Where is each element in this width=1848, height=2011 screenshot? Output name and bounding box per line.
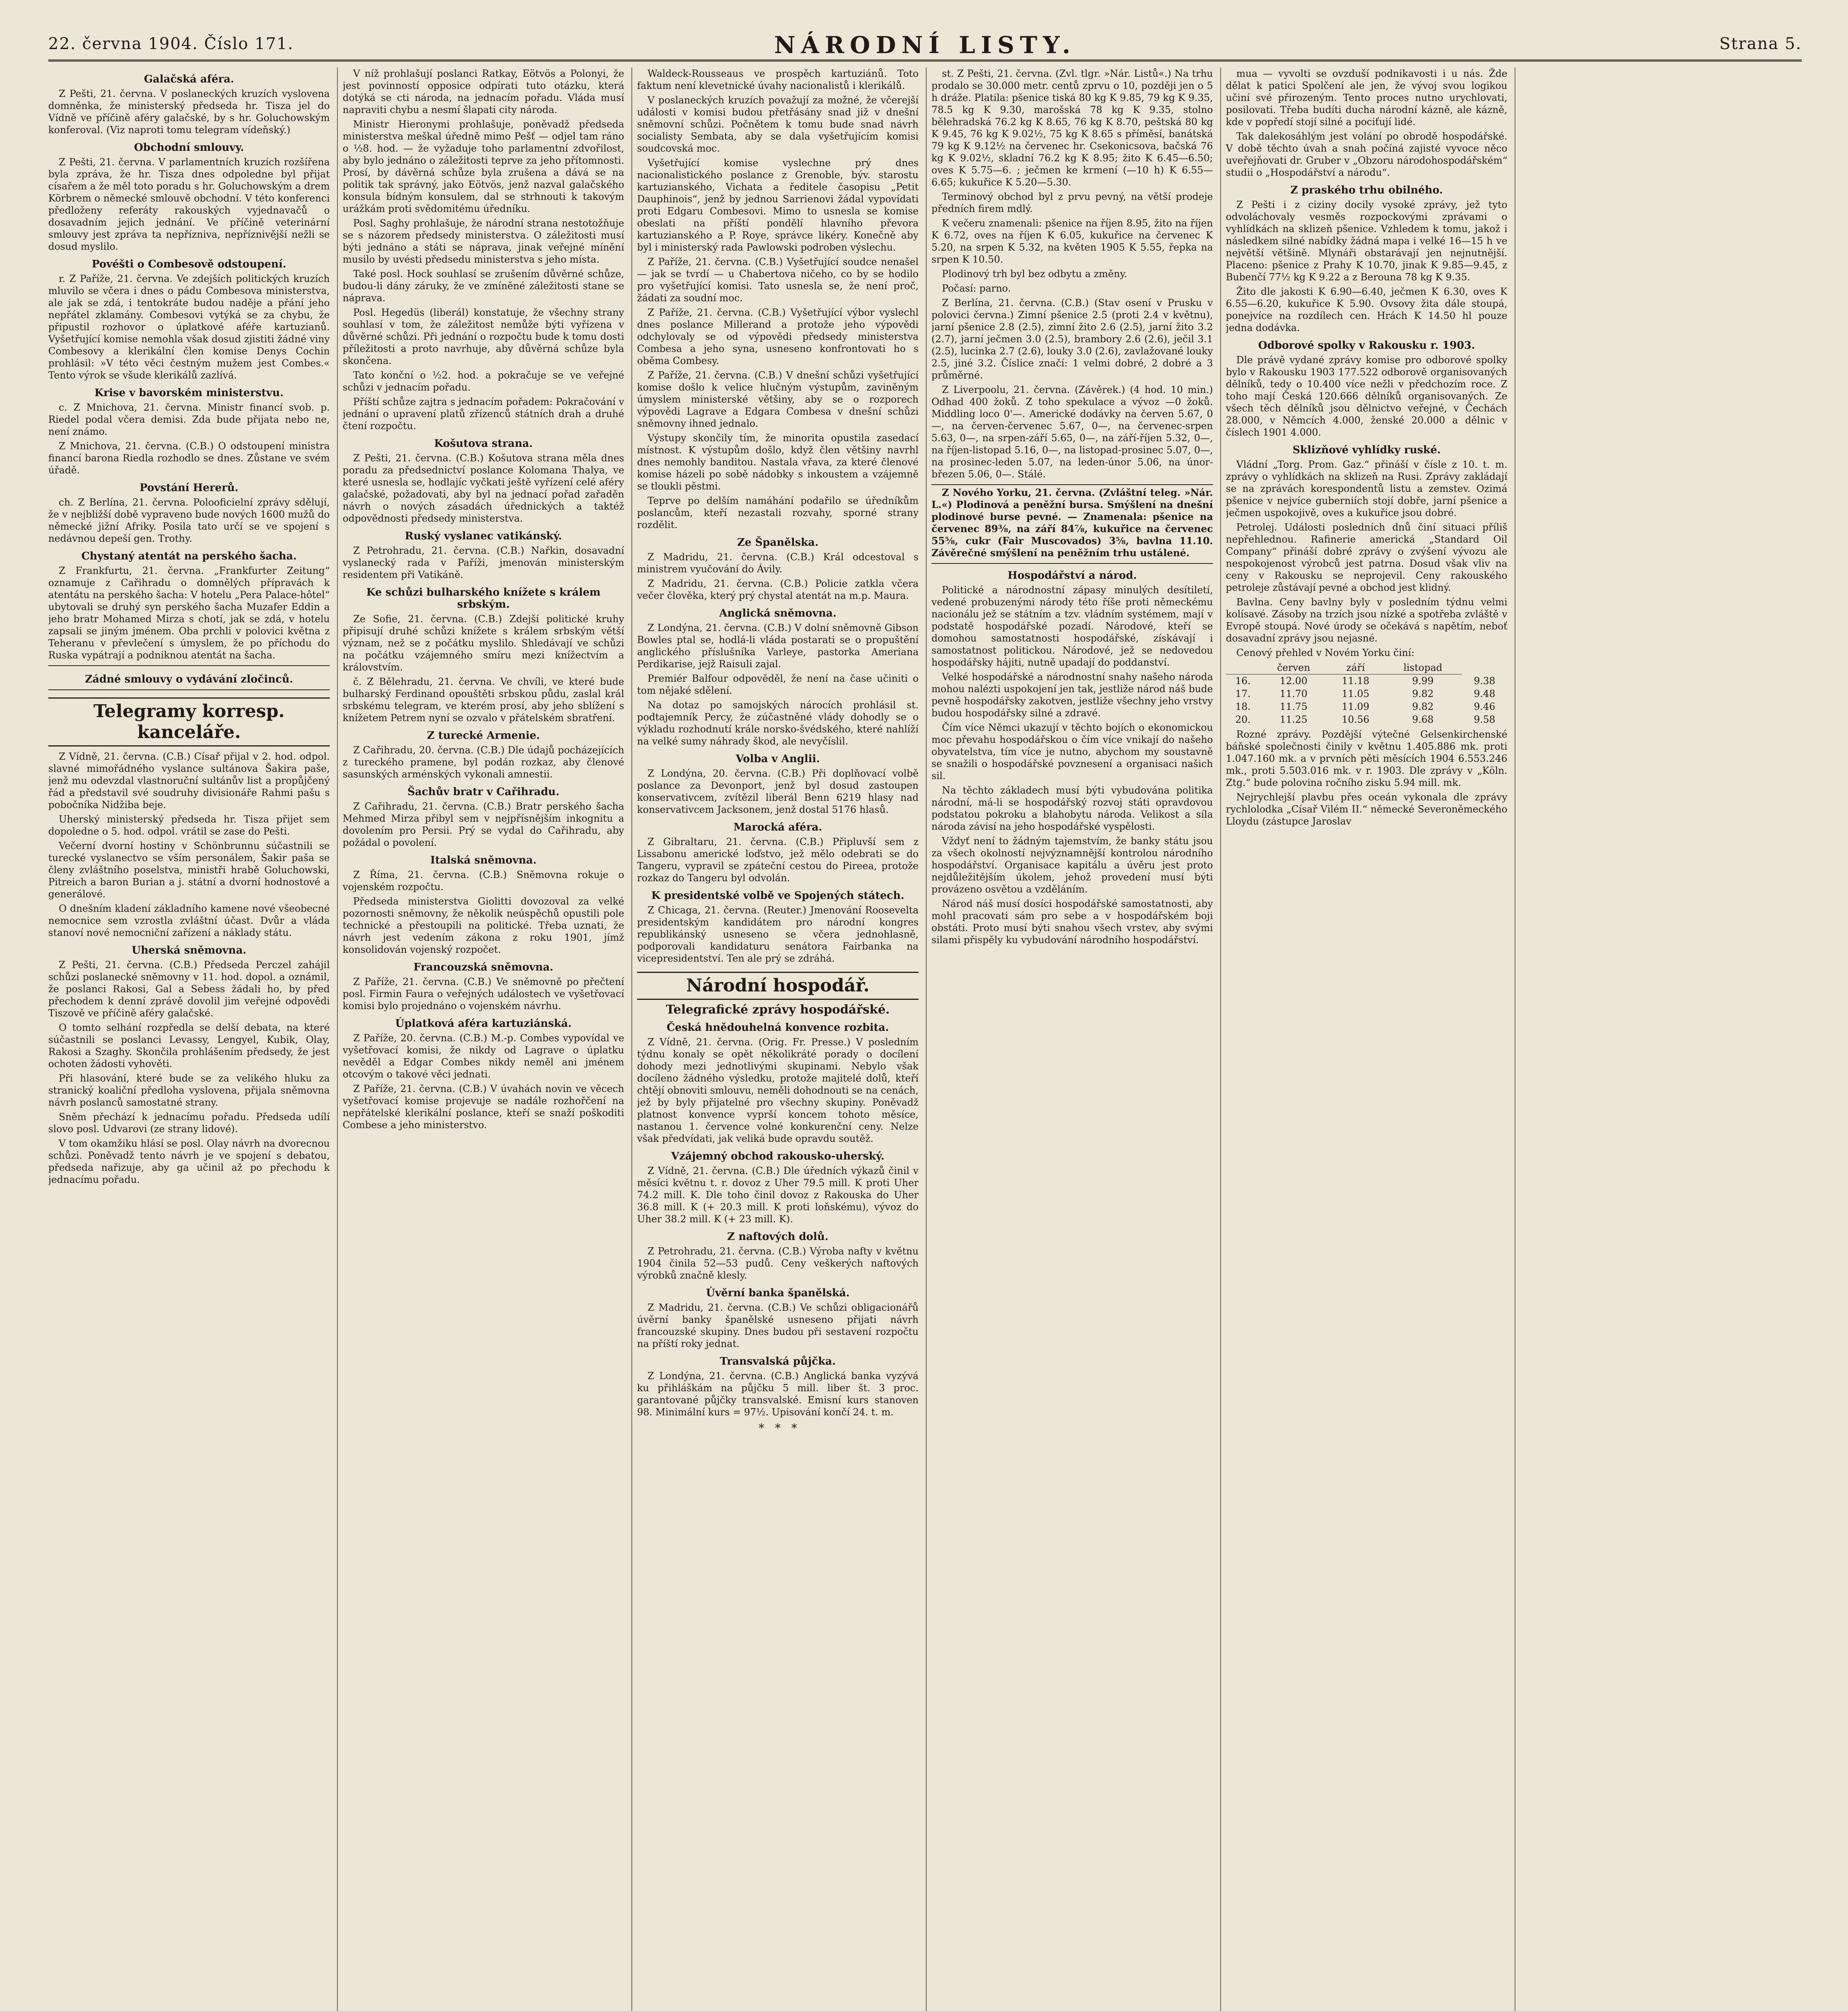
price-table-cell: 11.18 <box>1342 675 1369 687</box>
article-heading: Košutova strana. <box>434 438 533 450</box>
article-paragraph: c. Z Mnichova, 21. června. Ministr financí svob. p. Riedel podal včera demisi. Zda bude přijata nebo ne, není známo. <box>48 402 330 437</box>
article-paragraph: Z Berlína, 21. června. (C.B.) (Stav osení v Prusku v polovici června.) Zimní pšenice 2.5 (proti 2.4 v květnu), jarní pšenice 2.8 (2.5), zimní žito 2.6 (2.5), jarní žito 3.2 (2.7), jarní ječmen 3.0 (2.5), brambory 2.6 (2.6), ječil 3.1 (2.5), lucinka 2.7 (2.6), louky 3.0 (2.6), zavlažované louky 2.5, jiné 3.2. Číslice značí: 1 velmi dobré, 2 dobré a 3 průměrné. <box>931 297 1213 381</box>
article-paragraph: Z Londýna, 21. června. (C.B.) Anglická banka vyzývá ku přihláškám na půjčku 5 mill. liber št. 3 proc. garantované půjčky transvalské. Emisní kurs stanoven 98. Minimální kurs = 97½. Upisování končí 24. t. m. <box>637 1370 919 1418</box>
article-paragraph: Z Paříže, 21. června. (C.B.) Vyšetřující soudce nenašel — jak se tvrdí — u Chabertova ničeho, co by se hodilo pro vyšetřující komisi. Tato usnesla se, že není proč, žádati za soudní moc. <box>637 256 919 304</box>
price-table-cell: 11.25 <box>1280 714 1307 725</box>
price-table-cell: 17. <box>1235 688 1251 699</box>
article-paragraph: Z Petrohradu, 21. června. (C.B.) Výroba nafty v květnu 1904 činila 52—53 pudů. Ceny veškerých naftových výrobků značně klesly. <box>637 1246 919 1281</box>
article-heading: Uherská sněmovna. <box>132 944 247 956</box>
article-paragraph: Z Londýna, 21. června. (C.B.) V dolní sněmovně Gibson Bowles ptal se, hodlá-li vláda postarati se o propuštění anglického příslušníka Varleye, pastorka Ameriana Perdikarise, jejž Raisuli zajal. <box>637 622 919 670</box>
article-paragraph: ch. Z Berlína, 21. června. Polooficielní zprávy sdělují, že v nejbližší době vypraveno bude nových 1600 mužů do německé jižní Afriky. Posila tato určí se ve spojení s nedávnou depeší gen. Trothy. <box>48 497 330 544</box>
issue-date: 22. června 1904. Číslo 171. <box>48 35 294 53</box>
article-paragraph: O tomto selhání rozpředla se delší debata, na které súčastnili se poslanci Levassy, Lengyel, Kubik, Olay, Rakosi a Szaghy. Skončila prohlášením předsedy, že jest ochoten žádosti vyhověti. <box>48 1022 330 1069</box>
article-paragraph: r. Z Paříže, 21. června. Ve zdejších politických kruzích mluvilo se včera i dnes o pádu Combesova ministerstva, ale jak se zdá, i tentokráte budou naděje a přání jeho nepřátel zklamány. Combesovi vytýká se za chybu, že připustil rozhovor o úplatkové aféře kartuzianů. Vyšetřující komise nemohla však dosud zjistiti žádné viny Combesovy a klerikální člen komise Denys Cochin prohlásil: »V této věci čestným mužem jest Combes.« Tento výrok se všude klerikálů zazlívá. <box>48 273 330 381</box>
article-heading: Z turecké Armenie. <box>427 730 540 742</box>
article-heading: Z praského trhu obilného. <box>1290 184 1443 196</box>
article-paragraph: Z Pešti i z ciziny docily vysoké zprávy, jež tyto odvoláchovaly vesměs rozpockovými zprávami o vyhlídkách na sklizeň pšenice. Vzhledem k tomu, jakož i následkem silné nabídky žádná mapa i velké 16—15 h ve největší většině. Mlynáři obstarávají jen nejnutnější. Placeno: pšenice z Prahy K 10.70, jinak K 9.85—9.45, z Bubenčí 77½ kg K 9.22 a z Berouna 78 kg K 9.35. <box>1226 199 1507 283</box>
article-paragraph: Politické a národnostní zápasy minulých desítiletí, vedené probuzenými národy této říše proti německému nacionálu jež se státním a tzv. vládním systémem, mají v podstatě hospodářské pozadí. Národové, kteří se domohou samostatnosti hospodářské, získávají i samostatnost politickou. Národové, jež se nedovedou hospodářsky hájiti, nutně upadají do poddanství. <box>931 584 1213 668</box>
column-2 <box>343 68 624 2011</box>
article-paragraph: V níž prohlašují poslanci Ratkay, Eötvös a Polonyi, že jest povinností opposice odpírati tuto otázku, která dotýká se cti národa, na jednacím pořadu. Vláda musí napraviti chybu a nesmí šlapati city národa. <box>343 68 624 115</box>
column-1 <box>48 68 330 2011</box>
article-paragraph: Premiér Balfour odpověděl, že není na čase učiniti o tom nějaké sdělení. <box>637 673 919 696</box>
price-table-header <box>1226 661 1507 674</box>
price-table-cell: 9.38 <box>1474 675 1496 687</box>
article-heading: Úplatková aféra kartuziánská. <box>395 1018 572 1030</box>
columns <box>48 68 1802 2011</box>
column-rule <box>926 68 927 2011</box>
article-heading: Ruský vyslanec vatikánský. <box>405 530 562 542</box>
article-paragraph: Vládní „Torg. Prom. Gaz.“ přináší v čísle z 10. t. m. zprávy o vyhlídkách na sklizeň na Rusi. Zprávy zakládají se na zprávách korespondentů listu a zemstev. Ozimá pšenice v nejvíce guberniích stojí dobře, jarní pšenice a ječmen uspokojivě, oves a kukuřice jsou dobré. <box>1226 459 1507 518</box>
article-paragraph: Velké hospodářské a národnostní snahy našeho národa mohou nalézti uspokojení jen tak, jestliže národ náš bude pevně hospodářsky zakotven, jestliže všechny jeho vrstvy budou hospodářsky silné a zdravé. <box>931 671 1213 719</box>
page-number: Strana 5. <box>1719 35 1802 53</box>
price-header-cell: červen <box>1260 661 1327 674</box>
article-heading: Povstání Hererů. <box>140 482 238 494</box>
masthead <box>48 31 1802 62</box>
article-paragraph: Také posl. Hock souhlasí se zrušením důvěrné schůze, budou-li dány záruky, že ve zmíněné záležitosti stane se náprava. <box>343 268 624 304</box>
article-paragraph: Z Paříže, 21. června. (C.B.) Ve sněmovně po přečtení posl. Firmin Faura o veřejných událostech ve vyšetřovací komisi bylo projednáno o vojenském návrhu. <box>343 976 624 1012</box>
article-paragraph: Při hlasování, které bude se za velikého hluku za stranický koaliční předloha vyslovena, přijala sněmovna návrh poslanců samostatné strany. <box>48 1073 330 1108</box>
article-paragraph: Plodinový trh byl bez odbytu a změny. <box>942 268 1127 280</box>
article-paragraph: Z Frankfurtu, 21. června. „Frankfurter Zeitung“ oznamuje z Cařihradu o domnělých přípravách k atentátu na perského šacha: V hotelu „Pera Palace-hôtel“ ubytovali se druhý syn perského šacha Muzafer Eddin a jeho bratr Mohamed Mirza s chotí, jak se zdá, v hotelu zapsali se jiným jménem. Oba prchli v polovici května z Teheranu v převlečení s úmyslem, že po příchodu do Ruska vypátrají a podniknou atentát na šacha. <box>48 565 330 661</box>
article-heading: Šachův bratr v Cařihradu. <box>407 786 559 798</box>
article-paragraph: Z Pešti, 21. června. V poslaneckých kruzích vyslovena domněnka, že ministerský předseda hr. Tisza jel do Vídně ve příčině aféry galačské, by s hr. Goluchowským konferoval. (Viz naproti tomu telegram vídeňský.) <box>48 88 330 136</box>
article-paragraph: Z Londýna, 20. června. (C.B.) Při doplňovací volbě poslance za Devonport, jenž byl dosud zastoupen konservativcem, zvítězil liberál Benn 6219 hlasy nad konservativcem Jacksonem, jenž dostal 5176 hlasů. <box>637 768 919 815</box>
section-title-telegrams: Telegramy korresp. kanceláře. <box>48 697 330 746</box>
article-paragraph: Z Madridu, 21. června. (C.B.) Policie zatkla včera večer člověka, který prý chystal atentát na m.p. Maura. <box>637 578 919 601</box>
article-paragraph: Teprve po delším namáhání podařilo se úředníkům poslancům, kteří nezastali rozvahy, sporné strany rozdělit. <box>637 495 919 531</box>
article-heading: Povéšti o Combesově odstoupení. <box>92 258 286 270</box>
article-paragraph: Waldeck-Rousseaus ve prospěch kartuziánů. Toto faktum není klevetnické úvahy nacionalistů i klerikálů. <box>637 68 919 91</box>
article-paragraph: Ministr Hieronymi prohlašuje, poněvadž předseda ministerstva meškal úředně mimo Pešť — odjel tam ráno o ½8. hod. — že vyžaduje toho parlamentní zdvořilost, aby bylo jednáno o záležitosti teprve za jeho přítomnosti. Prosí, by dávěrná schůze byla zrušena a dává se na politik tak správný, jako Eötvös, jenž nazval galačského konsula bídným konsulem, dal se strhnouti k takovým urážkám proti svědomitému úředníku. <box>343 119 624 214</box>
price-table-cell: 9.82 <box>1412 688 1434 699</box>
article-paragraph: Z Pešti, 21. června. (C.B.) Předseda Perczel zahájil schůzi poslanecké sněmovny v 11. hod. dopol. a oznámil, že poslanci Rakosi, Gal a Sebess žádali ho, by před přechodem k denní zprávě dovolil jim veřejné odpovědi Tiszově ve příčině aféry galačské. <box>48 959 330 1019</box>
boxed-note <box>48 665 330 690</box>
column-rule <box>631 68 632 2011</box>
price-table-body <box>1226 674 1507 726</box>
article-heading: Odborové spolky v Rakousku r. 1903. <box>1258 339 1475 352</box>
article-paragraph: Výstupy skončily tím, že minorita opustila zasedací místnost. K výstupům došlo, když člen většiny navrhl dnes nemohly banditou. Nastala vřava, za které členové komise házeli po sobě nádobky s inkoustem a vzájemně se tloukli pěstmi. <box>637 432 919 492</box>
article-paragraph: Dle právě vydané zprávy komise pro odborové spolky bylo v Rakousku 1903 177.522 odborově organisovaných dělníků, tedy o 10.400 více nežli v předchozím roce. Z toho mají Česká 120.666 dělníků organisovaných. Ze všech těch dělníků jsou dělnictvo veřejné, v Čechách 28.000, v Němcích 4.000, ženské 20.000 a dělnic v číslech 1901 4.000. <box>1226 354 1507 438</box>
price-table-row <box>1226 674 1507 688</box>
article-paragraph: Z Vídně, 21. června. (Orig. Fr. Presse.) V posledním týdnu konaly se opět několikráté porady o docílení dohody mezi jednotlivými skupinami. Nebylo však docíleno žádného výsledku, protože majitelé dolů, kteří chtějí obnoviti smlouvu, neměli dohodnouti se na cenách, jež by byly přijatelné pro všechny skupiny. Poněvadž platnost konvence vyprší koncem tohoto měsíce, nastanou 1. července volné konkurenční ceny. Nelze však předvídati, jak veliká bude opravdu soutěž. <box>637 1036 919 1144</box>
article-paragraph: Z Paříže, 21. června. (C.B.) V dnešní schůzi vyšetřující komise došlo k velice hlučným výstupům, zaviněným úmyslem ministerské většiny, aby se o rozporech výpovědi Lagrave a Edgara Combesa v dnešní schůzi sněmovny ihned jednalo. <box>637 370 919 429</box>
article-paragraph: st. Z Pešti, 21. června. (Zvl. tlgr. »Nár. Listů«.) Na trhu prodalo se 30.000 metr. centů zprvu o 10, později jen o 5 h dráže. Platila: pšenice tiská 80 kg K 9.85, 79 kg K 9.35, 78.5 kg K 9.30, marošská 78 kg K 9.35, stolno bělehradská 76.2 kg K 8.65, 76 kg K 8.70, peštská 80 kg K 9.45, 76 kg K 9.02½, 75 kg K 8.65 s příměsí, banátská 79 kg K 9.12½ na červenec hr. Csekonicsova, bačská 76 kg K 9.02½, skladní 76.2 kg K 8.95; žito K 6.45—6.50; oves K 5.75—6. ; ječmen ke krmení (—10 h) K 6.55—6.65; kukuřice K 5.20—5.30. <box>931 68 1213 188</box>
article-heading: Obchodní smlouvy. <box>134 142 244 154</box>
article-paragraph: Z Vídně, 21. června. (C.B.) Dle úředních výkazů činil v měsíci květnu t. r. dovoz z Uher 79.5 mill. K proti Uher 74.2 mill. K. Dle toho činil dovoz z Rakouska do Uher 36.8 mill. K (+ 20.3 mill. K proti loňskému), vývoz do Uher 38.2 mill. K (+ 23 mill. K). <box>637 1165 919 1225</box>
article-heading: Transvalská půjčka. <box>719 1355 836 1367</box>
price-table-cell: 16. <box>1235 675 1251 687</box>
price-table <box>1226 661 1507 726</box>
article-heading: Marocká aféra. <box>733 821 822 833</box>
price-header-cell <box>1226 661 1260 674</box>
article-paragraph: Z Pešti, 21. června. V parlamentních kruzích rozšířena byla zpráva, že hr. Tisza dnes odpoledne byl přijat císařem a že měl toto poradu s hr. Goluchowským a drem Körbrem o německé smlouvě obchodní. V této konferenci předloženy referáty rakouských vyjednavačů o dosavadním jejich jednání. Ve příčině veterinární smlouvy jest zpráva ta nepřízniva, nepříznivější nežli se dosud myslilo. <box>48 156 330 252</box>
column-5 <box>1226 68 1507 2011</box>
article-paragraph: Z Paříže, 20. června. (C.B.) M.-p. Combes vypovídal ve vyšetřovací komisi, že nikdy od Lagrave o úplatku nevěděl a Edgar Combes nikdy neměl ani jménem otcovým o takové věci jednati. <box>343 1032 624 1080</box>
price-table-cell: 9.68 <box>1412 714 1434 725</box>
article-heading: Francouzská sněmovna. <box>413 961 553 973</box>
article-heading: Ke schůzi bulharského knížete s králem srbským. <box>366 586 601 611</box>
price-table-cell: 18. <box>1235 701 1251 712</box>
article-paragraph: Z Madridu, 21. června. (C.B.) Král odcestoval s ministrem vyučování do Ávily. <box>637 551 919 575</box>
article-heading: Úvěrní banka španělská. <box>706 1287 850 1299</box>
article-paragraph: Národ náš musí dosíci hospodářské samostatnosti, aby mohl pracovati sám pro sebe a v hospodářském boji obstáti. Proto musí býti snahou všech vrstev, aby svými silami přispěly ku vybudování národního hospodářství. <box>931 898 1213 946</box>
article-heading: Galačská aféra. <box>144 73 234 85</box>
article-heading: Anglická sněmovna. <box>719 607 837 619</box>
boxed-note-text: Zádné smlouvy o vydávání zločinců. <box>85 673 293 685</box>
article-paragraph: Z Liverpoolu, 21. června. (Závěrek.) (4 hod. 10 min.) Odhad 400 žoků. Z toho spekulace a vývoz —0 žoků. Middling loco 0'—. Americké dodávky na červen 5.67, 0—, na červen-červenec 5.67, 0—, na červenec-srpen 5.63, 0—, na srpen-září 5.65, 0—, na září-říjen 5.32, 0—, na říjen-listopad 5.16, 0—, na listopad-prosinec 5.07, 0—, na prosinec-leden 5.07, na leden-únor 5.06, na únor-březen 5.06, 0—. Stálé. <box>931 384 1213 480</box>
price-table-cell: 20. <box>1235 714 1251 725</box>
article-paragraph: Z Mnichova, 21. června. (C.B.) O odstoupení ministra financí barona Riedla rozhodlo se dnes. Zůstane ve svém úřadě. <box>48 440 330 476</box>
article-paragraph: Posl. Hegedüs (liberál) konstatuje, že všechny strany souhlasí v tom, že záležitost nemůže býti vyřízena v důvěrné schůzi. Při jednání o rozpočtu bude k tomu dosti příležitosti a proto navrhuje, aby důvěrná schůze byla skončena. <box>343 307 624 366</box>
price-table-cell: 11.05 <box>1342 688 1369 699</box>
article-paragraph: Sněm přechází k jednacímu pořadu. Předseda udílí slovo posl. Udvarovi (ze strany lidové). <box>48 1111 330 1135</box>
price-table-row <box>1226 713 1507 726</box>
article-heading: Volba v Anglii. <box>736 753 820 765</box>
article-paragraph: O dnešním kladení základního kamene nové všeobecné nemocnice sem vzrostla zvláštní účast. Dvůr a vláda stanoví nové nemocniční zařízení a náklady státu. <box>48 903 330 938</box>
price-table-cell: 9.82 <box>1412 701 1434 712</box>
article-paragraph: K večeru znamenali: pšenice na říjen 8.95, žito na říjen K 6.72, oves na říjen K 6.05, kukuřice na červenec K 5.20, na srpen K 5.32, na květen 1905 K 5.55, řepka na srpen K 10.50. <box>931 218 1213 265</box>
price-table-row <box>1226 700 1507 713</box>
article-heading: Krise v bavorském ministerstvu. <box>94 387 284 399</box>
article-paragraph: Z Chicaga, 21. června. (Reuter.) Jmenování Roosevelta presidentským kandidátem pro národní kongres republikánský usneseno se včera jednohlasně, podporovali kandidaturu senátora Fairbanka na vicepresidentství. Ten ale prý se zdráhá. <box>637 905 919 964</box>
article-paragraph: Vyšetřující komise vyslechne prý dnes nacionalistického poslance z Grenoble, býv. starostu kartuzianského, Vichata a ředitele časopisu „Petit Dauphinois“, jenž by jednou Sarrienovi žádal vypovídati proti Edgaru Combesovi. Mimo to usnesla se komise obeslati na příští pondělí hlavního převora kartuzianského a P. Roye, správce likéry. Konečně aby byl i ministerský rada Pawlowski podroben výslechu. <box>637 157 919 253</box>
column-4 <box>931 68 1213 2011</box>
price-table-cell: 10.56 <box>1342 714 1369 725</box>
price-table-cell: 9.48 <box>1474 688 1496 699</box>
price-table-cell: 9.58 <box>1474 714 1496 725</box>
article-heading: Vzájemný obchod rakousko-uherský. <box>671 1150 885 1162</box>
article-heading: Chystaný atentát na perského šacha. <box>81 550 297 562</box>
price-header-cell: září <box>1327 661 1384 674</box>
price-table-caption: Cenový přehled v Novém Yorku činí: <box>1236 647 1415 658</box>
price-table-cell: 12.00 <box>1280 675 1307 687</box>
article-paragraph: Ze Sofie, 21. června. (C.B.) Zdejší politické kruhy připisují druhé schůzi knížete s králem srbským větší význam, než se z počátku myslilo. Shledávají ve schůzi na počátku vzájemného smíru mezi knížectvím a královstvím. <box>343 613 624 673</box>
article-paragraph: Uherský ministerský předseda hr. Tisza přijet sem dopoledne o 5. hod. odpol. vrátil se zase do Pešti. <box>48 814 330 837</box>
article-paragraph: Z Říma, 21. června. (C.B.) Sněmovna rokuje o vojenském rozpočtu. <box>343 869 624 892</box>
section-end-ornament: * * * <box>759 1421 797 1435</box>
article-heading: Česká hnědouhelná konvence rozbita. <box>666 1022 889 1034</box>
article-paragraph: Petrolej. Události posledních dnů činí situaci příliš nepřehlednou. Rafinerie americká „Standard Oil Company“ přináší dobré zprávy o zvýšení vývozu ale nespokojenost výrobců jest patrna. Dosud však vliv na ceny v Rakousku se neprojevil. Ceny rakouského petroleje zůstávají pevné a obchod jest klidný. <box>1226 522 1507 593</box>
newspaper-title: NÁRODNÍ LISTY. <box>774 31 1076 59</box>
article-heading: Italská sněmovna. <box>430 854 537 866</box>
price-table-row <box>1226 687 1507 700</box>
article-heading: K presidentské volbě ve Spojených státech. <box>651 890 904 902</box>
article-paragraph: Z Petrohradu, 21. června. (C.B.) Nařkin, dosavadní vyslanecký rada v Paříži, jmenován ministerským residentem při Vatikáně. <box>343 545 624 580</box>
article-paragraph: V tom okamžiku hlásí se posl. Olay návrh na dvorecnou schůzi. Poněvadž tento návrh je ve spojení s debatou, předseda nařizuje, aby ga učinil až po přechodu k jednacímu pořadu. <box>48 1138 330 1185</box>
article-paragraph: Předseda ministerstva Giolitti dovozoval za velké pozornosti sněmovny, že několik neúspěchů opustili pole technické a přestoupili na politické. Třeba uznati, že návrh jest vedením zákona z roku 1901, jímž konsolidován vojenský rozpočet. <box>343 896 624 955</box>
column-rule <box>337 68 338 2011</box>
boxed-telegram <box>931 484 1213 564</box>
section-title-economy: Národní hospodář. <box>637 972 919 1000</box>
article-paragraph: Příští schůze zajtra s jednacím pořadem: Pokračování v jednání o upravení platů zřízenců státních drah a druhé čtení rozpočtu. <box>343 396 624 432</box>
subsection-heading: Telegrafické zprávy hospodářské. <box>666 1003 890 1017</box>
price-table-cell: 11.70 <box>1280 688 1307 699</box>
article-paragraph: Vždyť není to žádným tajemstvím, že banky státu jsou za všech okolností nejvýznamnější kontrolou národního hospodářství. Organisace kapitálu a úvěru jest proto nejdůležitějším úkolem, jehož provedení musí býti provázeno osvětou a vzděláním. <box>931 835 1213 895</box>
article-paragraph: č. Z Bělehradu, 21. června. Ve chvíli, ve které bude bulharský Ferdinand opouštěti srbskou půdu, zaslal král srbskému telegram, ve kterém prosí, aby jeho sblížení s knížetem Petrem nyní se ozvalo v přátelském sbratření. <box>343 676 624 724</box>
article-paragraph: Z Vídně, 21. června. (C.B.) Císař přijal v 2. hod. odpol. slavné mimořádného vyslance sultánova Šakira paše, jenž mu odevzdal vlastnoruční sultánův list a propůjčený řád a představil své soudruhy divisionáře Rahmi pašu s pobočníka Nidžiba beje. <box>48 751 330 810</box>
article-paragraph: Tak dalekosáhlým jest volání po obrodě hospodářské. V době těchto úvah a snah počíná zajisté vyvoce něco uveřejňovati dr. Gruber v „Obzoru národohospodářském“ studii o „Hospodářství a národu“. <box>1226 131 1507 178</box>
boxed-telegram-text: Z Nového Yorku, 21. června. (Zvláštní teleg. »Nár. L.«) Plodinová a peněžní bursa. Smýšlení na dnešní plodinové burse pevné. — Znamenala: pšenice na červenec 89⅜, na září 84⅞, kukuřice na červenec 55⅝, cukr (Fair Muscovados) 3⅝, bavlna 11.10. Závěrečné smýšlení na peněžním trhu ustálené. <box>931 487 1213 559</box>
article-paragraph: Počasí: parno. <box>942 283 1011 294</box>
article-heading: Hospodářství a národ. <box>1007 570 1137 582</box>
article-paragraph: Z Pešti, 21. června. (C.B.) Košutova strana měla dnes poradu za předsednictví poslance Kolomana Thalya, ve které usnesla se, hodlajíc vyčkati ještě vyřízení celé aféry galačské, požadovati, aby byl na jednací pořad zařaděn návrh o nových zásadách úřednických a taktéž odpovědnosti předsedy ministerstva. <box>343 452 624 524</box>
price-table-cell: 9.46 <box>1474 701 1496 712</box>
price-table-cell: 11.75 <box>1280 701 1307 712</box>
price-table-cell: 11.09 <box>1342 701 1369 712</box>
article-heading: Z naftových dolů. <box>727 1231 828 1243</box>
article-paragraph: Rozné zprávy. Pozdější výtečné Gelsenkirchenské báňské společnosti činily v květnu 1.405.886 mk. proti 1.047.160 mk. a v prvních pěti měsících 1904 6.553.246 mk., proti 5.503.016 mk. v r. 1903. Dle zprávy v „Köln. Ztg.“ bude polovina ročního zisku 5.94 mill. mk. <box>1226 729 1507 788</box>
article-paragraph: Terminový obchod byl z prvu pevný, na větší prodeje předních firem mdlý. <box>931 191 1213 214</box>
column-3 <box>637 68 919 2011</box>
article-paragraph: Z Cařihradu, 20. června. (C.B.) Dle údajů pocházejících z tureckého pramene, byl podán rozkaz, aby členové sasunských arménských vykonali amnestii. <box>343 744 624 780</box>
article-paragraph: V poslaneckých kruzích považují za možné, že včerejší události v komisi budou přetřásány snad již v dnešní sněmovní schůzi. Počnětem k tomu bude snad návrh socialisty Sembata, aby se dala vyšetřujícím komisi soudcovská moc. <box>637 95 919 154</box>
article-paragraph: Z Cařihradu, 21. června. (C.B.) Bratr perského šacha Mehmed Mirza přibyl sem v nejpřísnějším inkognitu a dovolením pro Persii. Prý se vydal do Cařihradu, aby požádal o povolení. <box>343 801 624 848</box>
article-paragraph: Z Paříže, 21. června. (C.B.) V úvahách novin ve věcech vyšetřovací komise projevuje se nadále rozhořčení na nepřátelské klerikální poslance, kteří se snaží poškoditi Combese a jeho ministerstvo. <box>343 1083 624 1131</box>
article-paragraph: Bavlna. Ceny bavlny byly v posledním týdnu velmi kolísavé. Zásoby na trzích jsou nízké a spotřeba zvláště v Evropě stoupá. Nové úrody se očekává s napětím, neboť dosavadní zprávy jsou nejasné. <box>1226 596 1507 644</box>
article-paragraph: Z Gibraltaru, 21. června. (C.B.) Připluvší sem z Lissabonu americké loďstvo, jež mělo odebrati se do Tangeru, vypravil se zpáteční cestou do Pireea, protože rozkaz do Tangeru byl odvolán. <box>637 836 919 884</box>
article-heading: Ze Španělska. <box>737 537 819 549</box>
article-paragraph: Večerní dvorní hostiny v Schönbrunnu súčastnili se turecké vyslanectvo se vším personálem, Šakir paša se členy zvláštního poselstva, ministři hrabě Goluchowski, Pitreich a baron Burian a j. státní a dvorní hodnostové a generálové. <box>48 840 330 900</box>
article-paragraph: Nejrychlejší plavbu přes oceán vykonala dle zprávy rychlolodka „Císař Vilém II.“ německé Severoněmeckého Lloydu (zástupce Jaroslav <box>1226 792 1507 827</box>
article-paragraph: Z Madridu, 21. června. (C.B.) Ve schůzi obligacionářů úvěrní banky španělské usneseno přijati návrh francouzské skupiny. Dnes budou při sestavení rozpočtu na příští roky jednat. <box>637 1302 919 1349</box>
price-header-cell: listopad <box>1384 661 1462 674</box>
article-paragraph: Posl. Saghy prohlašuje, že národní strana nestotožňuje se s názorem předsedy ministerstva. O záležitosti musí býti jednáno a státi se náprava, jinak veřejné mínění musilo by uvésti předsedu ministerstva s jeho místa. <box>343 218 624 265</box>
article-paragraph: Z Paříže, 21. června. (C.B.) Vyšetřující výbor vyslechl dnes poslance Millerand a protože jeho výpovědi odchylovaly se od výpovědi předsedy ministerstva Combesa a jeho syna, usneseno konfrontovati ho s oběma Combesy. <box>637 307 919 366</box>
article-paragraph: Na dotaz po samojských nárocích prohlásil st. podtajemník Percy, že zúčastněné vlády dohodly se o výkladu rozhodnutí krále norsko-švédského, které nahlíží na velké sumy náhrady škod, ale nevyčíslil. <box>637 699 919 747</box>
article-paragraph: Čím více Němci ukazují v těchto bojích o ekonomickou moc převahu hospodářskou o čím více vnikají do našeho obyvatelstva, tím více je nutno, abychom my soustavně se snažili o hospodářské povznesení a organisaci našich sil. <box>931 722 1213 781</box>
article-paragraph: Žito dle jakosti K 6.90—6.40, ječmen K 6.30, oves K 6.55—6.20, kukuřice K 5.90. Ovsovy žita dále stoupá, ponejvíce na rozdílech cen. Hrách K 14.50 hl pouze jedna dodávka. <box>1226 286 1507 333</box>
column-rule <box>1220 68 1221 2011</box>
article-paragraph: mua — vyvolti se ovzduší podnikavosti i u nás. Žde dělat k patici Spolčení ale jen, že vývoj svou logikou učiní své přirozeným. Tento proces nutno urychlovati, posilovati. Třeba budíti ducha národní kázně, ale kázně, kde v popředí stojí silné a pociťují lidé. <box>1226 68 1507 127</box>
article-paragraph: Tato konční o ½2. hod. a pokračuje se ve veřejné schůzi v jednacím pořadu. <box>343 370 624 393</box>
article-paragraph: Na těchto základech musí býti vybudována politika národní, má-li se hospodářský rozvoj státi opravdovou podstatou pokroku a blahobytu národa. Velikost a síla národa závisí na jeho hospodářské vyspělosti. <box>931 785 1213 832</box>
article-heading: Sklizňové vyhlídky ruské. <box>1292 444 1441 456</box>
price-table-cell: 9.99 <box>1412 675 1434 687</box>
